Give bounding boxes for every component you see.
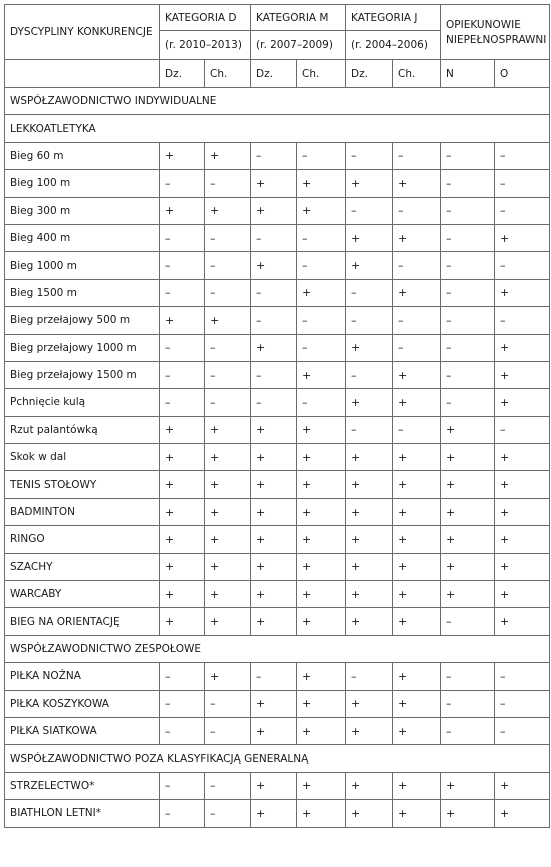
eligibility-cell: + [393, 389, 441, 416]
eligibility-cell: + [297, 553, 346, 580]
sub-header-j-boys: Ch. [393, 60, 441, 88]
discipline-name: Pchnięcie kulą [5, 389, 160, 416]
eligibility-cell: + [393, 279, 441, 306]
eligibility-cell: + [393, 553, 441, 580]
table-row [5, 142, 550, 169]
discipline-name: PIŁKA NOŻNA [5, 663, 160, 690]
eligibility-cell: + [251, 717, 297, 744]
discipline-name: BIATHLON LETNI* [5, 800, 160, 827]
eligibility-cell: + [297, 170, 346, 197]
section-row [5, 745, 550, 772]
table-row [5, 772, 550, 799]
discipline-name: Rzut palantówką [5, 416, 160, 443]
sub-header-guardian-n: N [441, 60, 495, 88]
eligibility-cell: + [346, 170, 393, 197]
competition-table [4, 4, 550, 828]
discipline-name: Bieg 60 m [5, 142, 160, 169]
discipline-name: Bieg 100 m [5, 170, 160, 197]
eligibility-cell: + [251, 800, 297, 827]
eligibility-cell: – [160, 800, 205, 827]
eligibility-cell: + [346, 553, 393, 580]
table-row [5, 471, 550, 498]
sub-header-m-boys: Ch. [297, 60, 346, 88]
eligibility-cell: + [297, 471, 346, 498]
eligibility-cell: + [205, 142, 251, 169]
eligibility-cell: – [251, 224, 297, 251]
sub-header-m-girls: Dz. [251, 60, 297, 88]
eligibility-cell: – [346, 142, 393, 169]
eligibility-cell: – [160, 663, 205, 690]
eligibility-cell: – [297, 142, 346, 169]
category-j-years: (r. 2004–2006) [346, 31, 441, 60]
eligibility-cell: + [346, 498, 393, 525]
table-row [5, 361, 550, 388]
eligibility-cell: – [160, 252, 205, 279]
eligibility-cell: – [495, 142, 550, 169]
eligibility-cell: – [205, 800, 251, 827]
eligibility-cell: – [441, 307, 495, 334]
eligibility-cell: + [495, 334, 550, 361]
eligibility-cell: – [346, 361, 393, 388]
eligibility-cell: – [346, 416, 393, 443]
eligibility-cell: + [495, 581, 550, 608]
section-label: WSPÓŁZAWODNICTWO ZESPOŁOWE [5, 635, 550, 662]
discipline-name: Bieg 1000 m [5, 252, 160, 279]
eligibility-cell: – [441, 389, 495, 416]
eligibility-cell: + [346, 526, 393, 553]
eligibility-cell: – [205, 717, 251, 744]
eligibility-cell: + [393, 170, 441, 197]
eligibility-cell: + [441, 581, 495, 608]
eligibility-cell: + [160, 471, 205, 498]
eligibility-cell: + [205, 416, 251, 443]
discipline-name: STRZELECTWO* [5, 772, 160, 799]
eligibility-cell: + [495, 361, 550, 388]
table-row [5, 581, 550, 608]
sub-header-j-girls: Dz. [346, 60, 393, 88]
eligibility-cell: – [251, 142, 297, 169]
discipline-name: Bieg 1500 m [5, 279, 160, 306]
eligibility-cell: + [205, 581, 251, 608]
eligibility-cell: + [441, 553, 495, 580]
eligibility-cell: – [441, 690, 495, 717]
eligibility-cell: + [495, 471, 550, 498]
eligibility-cell: + [160, 581, 205, 608]
eligibility-cell: – [205, 279, 251, 306]
eligibility-cell: + [205, 307, 251, 334]
eligibility-cell: + [160, 142, 205, 169]
table-row [5, 800, 550, 827]
eligibility-cell: + [297, 608, 346, 635]
discipline-name: TENIS STOŁOWY [5, 471, 160, 498]
eligibility-cell: + [393, 471, 441, 498]
eligibility-cell: + [297, 772, 346, 799]
eligibility-cell: + [346, 608, 393, 635]
eligibility-cell: + [346, 581, 393, 608]
section-label: WSPÓŁZAWODNICTWO INDYWIDUALNE [5, 88, 550, 115]
eligibility-cell: – [441, 252, 495, 279]
eligibility-cell: + [441, 444, 495, 471]
eligibility-cell: – [393, 252, 441, 279]
discipline-name: PIŁKA SIATKOWA [5, 717, 160, 744]
eligibility-cell: – [160, 279, 205, 306]
category-d-header: KATEGORIA D [160, 5, 251, 31]
eligibility-cell: – [251, 361, 297, 388]
eligibility-cell: – [495, 690, 550, 717]
sub-header-d-boys: Ch. [205, 60, 251, 88]
eligibility-cell: + [346, 252, 393, 279]
eligibility-cell: – [205, 389, 251, 416]
eligibility-cell: – [441, 142, 495, 169]
eligibility-cell: + [160, 307, 205, 334]
discipline-name: BIEG NA ORIENTACJĘ [5, 608, 160, 635]
discipline-name: Bieg przełajowy 1000 m [5, 334, 160, 361]
eligibility-cell: + [297, 717, 346, 744]
table-row [5, 307, 550, 334]
eligibility-cell: + [205, 197, 251, 224]
eligibility-cell: + [346, 471, 393, 498]
eligibility-cell: – [205, 361, 251, 388]
eligibility-cell: + [251, 608, 297, 635]
eligibility-cell: + [160, 608, 205, 635]
eligibility-cell: – [495, 307, 550, 334]
eligibility-cell: + [495, 389, 550, 416]
eligibility-cell: + [346, 444, 393, 471]
category-j-header: KATEGORIA J [346, 5, 441, 31]
eligibility-cell: – [495, 252, 550, 279]
eligibility-cell: + [251, 498, 297, 525]
eligibility-cell: + [393, 498, 441, 525]
section-row [5, 88, 550, 115]
table-header [5, 5, 550, 88]
eligibility-cell: + [393, 800, 441, 827]
eligibility-cell: + [160, 416, 205, 443]
eligibility-cell: + [205, 444, 251, 471]
discipline-name: Bieg przełajowy 500 m [5, 307, 160, 334]
eligibility-cell: + [160, 526, 205, 553]
eligibility-cell: + [495, 772, 550, 799]
discipline-name: PIŁKA KOSZYKOWA [5, 690, 160, 717]
eligibility-cell: – [160, 170, 205, 197]
eligibility-cell: + [346, 690, 393, 717]
eligibility-cell: – [160, 224, 205, 251]
table-body [5, 88, 550, 828]
eligibility-cell: – [205, 690, 251, 717]
eligibility-cell: + [251, 526, 297, 553]
table-row [5, 608, 550, 635]
eligibility-cell: – [495, 170, 550, 197]
eligibility-cell: + [441, 416, 495, 443]
eligibility-cell: – [441, 197, 495, 224]
eligibility-cell: + [393, 444, 441, 471]
eligibility-cell: + [393, 717, 441, 744]
eligibility-cell: + [251, 471, 297, 498]
eligibility-cell: + [495, 444, 550, 471]
discipline-name: Bieg 300 m [5, 197, 160, 224]
table-row [5, 252, 550, 279]
eligibility-cell: + [205, 608, 251, 635]
table-row [5, 170, 550, 197]
eligibility-cell: + [251, 252, 297, 279]
eligibility-cell: – [251, 663, 297, 690]
eligibility-cell: + [251, 581, 297, 608]
eligibility-cell: – [441, 361, 495, 388]
eligibility-cell: + [297, 197, 346, 224]
eligibility-cell: + [205, 663, 251, 690]
eligibility-cell: + [297, 663, 346, 690]
eligibility-cell: + [495, 526, 550, 553]
discipline-name: Bieg przełajowy 1500 m [5, 361, 160, 388]
discipline-name: Bieg 400 m [5, 224, 160, 251]
table-row [5, 416, 550, 443]
eligibility-cell: + [297, 581, 346, 608]
eligibility-cell: + [393, 581, 441, 608]
section-row [5, 635, 550, 662]
eligibility-cell: + [251, 334, 297, 361]
eligibility-cell: + [205, 553, 251, 580]
eligibility-cell: – [346, 279, 393, 306]
eligibility-cell: + [297, 361, 346, 388]
discipline-name: SZACHY [5, 553, 160, 580]
eligibility-cell: + [495, 553, 550, 580]
disciplines-header: DYSCYPLINY KONKURENCJE [5, 5, 160, 60]
eligibility-cell: – [205, 334, 251, 361]
sub-header-empty [5, 60, 160, 88]
discipline-name: WARCABY [5, 581, 160, 608]
table-row [5, 663, 550, 690]
guardians-header: OPIEKUNOWIE NIEPEŁNOSPRAWNI [441, 5, 550, 60]
table-row [5, 498, 550, 525]
eligibility-cell: – [441, 279, 495, 306]
eligibility-cell: + [251, 170, 297, 197]
eligibility-cell: + [297, 526, 346, 553]
table-row [5, 717, 550, 744]
discipline-name: Skok w dal [5, 444, 160, 471]
eligibility-cell: + [441, 498, 495, 525]
eligibility-cell: – [441, 608, 495, 635]
eligibility-cell: + [205, 526, 251, 553]
table-row [5, 444, 550, 471]
eligibility-cell: + [160, 444, 205, 471]
eligibility-cell: + [393, 663, 441, 690]
eligibility-cell: + [251, 444, 297, 471]
table-row [5, 526, 550, 553]
eligibility-cell: + [346, 772, 393, 799]
eligibility-cell: – [160, 690, 205, 717]
table-row [5, 224, 550, 251]
eligibility-cell: – [160, 334, 205, 361]
eligibility-cell: + [393, 772, 441, 799]
eligibility-cell: + [393, 608, 441, 635]
eligibility-cell: – [205, 224, 251, 251]
eligibility-cell: + [297, 690, 346, 717]
table-row [5, 279, 550, 306]
eligibility-cell: – [346, 663, 393, 690]
eligibility-cell: + [297, 279, 346, 306]
category-d-years: (r. 2010–2013) [160, 31, 251, 60]
sub-header-guardian-o: O [495, 60, 550, 88]
section-label: LEKKOATLETYKA [5, 115, 550, 142]
eligibility-cell: + [495, 498, 550, 525]
table-row [5, 553, 550, 580]
eligibility-cell: – [393, 416, 441, 443]
eligibility-cell: – [441, 334, 495, 361]
sub-header-d-girls: Dz. [160, 60, 205, 88]
eligibility-cell: + [297, 444, 346, 471]
eligibility-cell: + [251, 416, 297, 443]
eligibility-cell: – [205, 170, 251, 197]
eligibility-cell: – [393, 307, 441, 334]
eligibility-cell: + [297, 416, 346, 443]
eligibility-cell: + [297, 498, 346, 525]
eligibility-cell: + [297, 800, 346, 827]
eligibility-cell: – [205, 772, 251, 799]
eligibility-cell: – [297, 224, 346, 251]
eligibility-cell: + [160, 553, 205, 580]
eligibility-cell: – [297, 307, 346, 334]
discipline-name: BADMINTON [5, 498, 160, 525]
eligibility-cell: – [495, 717, 550, 744]
eligibility-cell: – [441, 663, 495, 690]
eligibility-cell: + [251, 197, 297, 224]
eligibility-cell: + [160, 498, 205, 525]
eligibility-cell: – [346, 307, 393, 334]
eligibility-cell: + [251, 690, 297, 717]
eligibility-cell: – [205, 252, 251, 279]
section-row [5, 115, 550, 142]
eligibility-cell: – [393, 334, 441, 361]
eligibility-cell: – [346, 197, 393, 224]
eligibility-cell: + [393, 224, 441, 251]
eligibility-cell: + [160, 197, 205, 224]
eligibility-cell: – [495, 416, 550, 443]
sub-header-row [5, 60, 550, 88]
eligibility-cell: – [251, 279, 297, 306]
eligibility-cell: – [160, 361, 205, 388]
eligibility-cell: + [346, 717, 393, 744]
eligibility-cell: + [495, 800, 550, 827]
eligibility-cell: – [160, 717, 205, 744]
eligibility-cell: – [441, 170, 495, 197]
table-row [5, 389, 550, 416]
eligibility-cell: + [495, 224, 550, 251]
eligibility-cell: + [346, 389, 393, 416]
eligibility-cell: – [297, 334, 346, 361]
table-row [5, 334, 550, 361]
eligibility-cell: + [495, 608, 550, 635]
eligibility-cell: + [441, 526, 495, 553]
eligibility-cell: – [297, 389, 346, 416]
eligibility-cell: – [441, 224, 495, 251]
eligibility-cell: + [393, 361, 441, 388]
eligibility-cell: – [160, 389, 205, 416]
eligibility-cell: + [393, 690, 441, 717]
eligibility-cell: – [495, 197, 550, 224]
eligibility-cell: – [160, 772, 205, 799]
table-row [5, 690, 550, 717]
discipline-name: RINGO [5, 526, 160, 553]
eligibility-cell: – [495, 663, 550, 690]
eligibility-cell: + [251, 553, 297, 580]
eligibility-cell: + [495, 279, 550, 306]
eligibility-cell: + [346, 800, 393, 827]
category-m-years: (r. 2007–2009) [251, 31, 346, 60]
category-m-header: KATEGORIA M [251, 5, 346, 31]
eligibility-cell: + [205, 498, 251, 525]
eligibility-cell: + [441, 800, 495, 827]
eligibility-cell: + [205, 471, 251, 498]
eligibility-cell: + [441, 772, 495, 799]
eligibility-cell: – [251, 389, 297, 416]
eligibility-cell: – [441, 717, 495, 744]
eligibility-cell: – [251, 307, 297, 334]
table-row [5, 197, 550, 224]
eligibility-cell: – [297, 252, 346, 279]
eligibility-cell: + [441, 471, 495, 498]
eligibility-cell: + [346, 334, 393, 361]
eligibility-cell: + [346, 224, 393, 251]
eligibility-cell: – [393, 197, 441, 224]
eligibility-cell: + [393, 526, 441, 553]
eligibility-cell: – [393, 142, 441, 169]
eligibility-cell: + [251, 772, 297, 799]
section-label: WSPÓŁZAWODNICTWO POZA KLASYFIKACJĄ GENERALNĄ [5, 745, 550, 772]
